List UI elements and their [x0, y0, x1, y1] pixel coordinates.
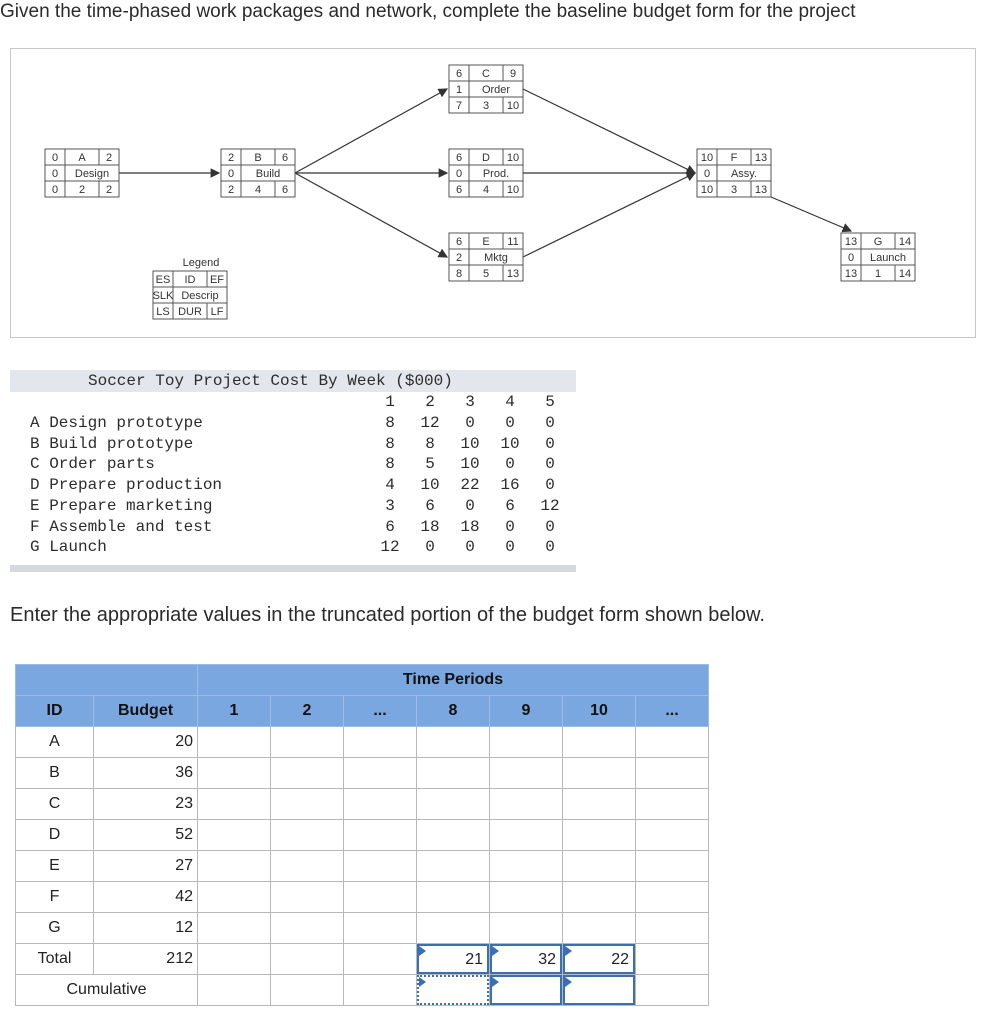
budget-row-b [16, 758, 709, 789]
cost-value: 5 [425, 455, 435, 474]
total-p10-input[interactable]: 22 [563, 944, 636, 975]
period-cell[interactable] [198, 851, 271, 882]
total-p8-input[interactable]: 21 [417, 944, 490, 975]
svg-text:11: 11 [507, 236, 519, 248]
period-cell[interactable] [490, 758, 563, 789]
svg-text:3: 3 [730, 184, 738, 196]
cost-value: 18 [420, 517, 440, 536]
cost-value: 0 [505, 517, 515, 536]
week-header-5: 5 [545, 393, 555, 411]
cost-value: 0 [465, 414, 475, 432]
budget-row-e [16, 851, 709, 882]
svg-text:0: 0 [847, 252, 855, 264]
period-cell[interactable] [490, 882, 563, 913]
edge-b-c [295, 89, 447, 173]
period-cell[interactable] [490, 851, 563, 882]
ellipsis-cell [636, 758, 709, 789]
svg-text:7: 7 [455, 100, 463, 112]
svg-text:A: A [78, 152, 86, 164]
cost-value: 8 [385, 434, 395, 453]
svg-text:ES: ES [155, 274, 171, 286]
svg-text:2: 2 [105, 152, 113, 164]
ellipsis-cell [636, 851, 709, 882]
cum-p1-cell[interactable] [198, 975, 271, 1006]
cost-value: 3 [385, 496, 395, 515]
period-cell[interactable] [417, 851, 490, 882]
budget-header: Budget [94, 696, 198, 727]
svg-text:Order: Order [481, 84, 511, 96]
ellipsis-cell [636, 727, 709, 758]
cost-table-title: Soccer Toy Project Cost By Week ($000) [88, 372, 453, 390]
ellipsis-cell [344, 882, 417, 913]
budget-row-d [16, 820, 709, 851]
row-id: D [16, 820, 94, 851]
svg-text:Launch: Launch [869, 252, 907, 264]
network-node-a [45, 149, 119, 197]
period-cell[interactable] [271, 882, 344, 913]
svg-text:EF: EF [209, 274, 225, 286]
cost-value: 0 [545, 414, 555, 432]
cumulative-label: Cumulative [16, 975, 198, 1006]
period-cell[interactable] [417, 913, 490, 944]
cost-value: 8 [425, 434, 435, 453]
svg-text:B: B [254, 152, 262, 164]
svg-text:2: 2 [455, 252, 463, 264]
cost-value: 0 [465, 538, 475, 557]
budget-row-c [16, 789, 709, 820]
svg-text:2: 2 [105, 184, 113, 196]
period-cell[interactable] [198, 913, 271, 944]
period-cell[interactable] [271, 851, 344, 882]
svg-text:6: 6 [281, 152, 289, 164]
cost-value: 10 [460, 455, 480, 474]
week-header-2: 2 [425, 393, 435, 411]
network-node-d [449, 149, 523, 197]
svg-text:10: 10 [506, 184, 520, 196]
svg-text:10: 10 [700, 152, 714, 164]
budget-form-table [15, 664, 709, 1006]
svg-text:E: E [482, 236, 490, 248]
time-periods-header: Time Periods [198, 665, 709, 696]
network-diagram [10, 48, 976, 338]
cost-value: 22 [460, 476, 480, 495]
cost-value: 10 [500, 434, 520, 453]
cost-value: 0 [545, 434, 555, 453]
row-id: C [16, 789, 94, 820]
cost-value: 0 [545, 476, 555, 495]
cost-value: 0 [505, 414, 515, 432]
svg-text:Prod.: Prod. [482, 168, 510, 180]
cost-value: 12 [380, 538, 400, 557]
question-text: Given the time-phased work packages and network, complete the baseline budget form for the project [0, 1, 856, 22]
row-budget: 36 [94, 758, 198, 789]
svg-text:SLK: SLK [152, 290, 174, 302]
svg-text:6: 6 [281, 184, 289, 196]
period-cell[interactable] [198, 789, 271, 820]
total-ellipsis-cell [344, 944, 417, 975]
svg-text:6: 6 [455, 236, 463, 248]
row-budget: 12 [94, 913, 198, 944]
cost-value: 6 [505, 496, 515, 515]
svg-text:0: 0 [51, 184, 59, 196]
row-budget: 20 [94, 727, 198, 758]
cost-value: 10 [420, 476, 440, 495]
cost-row-label: D Prepare production [30, 476, 223, 495]
svg-text:0: 0 [703, 168, 711, 180]
svg-text:Assy.: Assy. [730, 168, 758, 180]
svg-text:6: 6 [455, 68, 463, 80]
row-id: E [16, 851, 94, 882]
period-cell[interactable] [563, 913, 636, 944]
period-cell[interactable] [563, 727, 636, 758]
cost-row-label: A Design prototype [30, 414, 203, 432]
svg-text:0: 0 [455, 168, 463, 180]
cost-value: 4 [385, 476, 395, 495]
legend-title [183, 257, 220, 269]
cumulative-p9-input[interactable] [490, 975, 563, 1006]
period-cell[interactable] [198, 758, 271, 789]
cost-footer-band [10, 565, 576, 572]
svg-text:Descrip: Descrip [181, 290, 219, 302]
period-cell[interactable] [271, 758, 344, 789]
period-cell[interactable] [417, 882, 490, 913]
svg-text:5: 5 [482, 268, 490, 280]
total-budget: 212 [94, 944, 198, 975]
total-ellipsis-cell-2 [636, 944, 709, 975]
ellipsis-cell [344, 851, 417, 882]
svg-text:13: 13 [754, 152, 768, 164]
total-label: Total [16, 944, 94, 975]
svg-text:Design: Design [74, 168, 110, 180]
week-header-3: 3 [465, 393, 475, 411]
svg-text:3: 3 [482, 100, 490, 112]
budget-row-f [16, 882, 709, 913]
period-cell[interactable] [490, 727, 563, 758]
cost-value: 0 [505, 455, 515, 474]
network-node-b [221, 149, 295, 197]
svg-text:2: 2 [227, 184, 235, 196]
row-id: G [16, 913, 94, 944]
ellipsis-cell [344, 727, 417, 758]
period-cell[interactable] [417, 727, 490, 758]
cost-value: 0 [505, 538, 515, 557]
row-budget: 52 [94, 820, 198, 851]
svg-text:6: 6 [455, 152, 463, 164]
svg-text:C: C [482, 68, 490, 80]
instruction-text: Enter the appropriate values in the truncated portion of the budget form shown below. [10, 604, 765, 626]
svg-text:0: 0 [51, 168, 59, 180]
period-cell[interactable] [563, 851, 636, 882]
svg-text:9: 9 [509, 68, 517, 80]
cost-value: 10 [460, 434, 480, 453]
svg-text:2: 2 [227, 152, 235, 164]
ellipsis-header-2: ... [636, 696, 709, 727]
cost-row-label: G Launch [30, 538, 107, 557]
period-cell[interactable] [490, 820, 563, 851]
row-budget: 27 [94, 851, 198, 882]
cost-value: 0 [545, 517, 555, 536]
edge-b-e [295, 173, 447, 257]
id-header: ID [16, 696, 94, 727]
cost-row-label: B Build prototype [30, 434, 194, 453]
ellipsis-cell [636, 789, 709, 820]
ellipsis-cell [344, 913, 417, 944]
svg-text:14: 14 [898, 268, 912, 280]
cum-p2-cell[interactable] [271, 975, 344, 1006]
total-p9-input[interactable]: 32 [490, 944, 563, 975]
period-10-header: 10 [563, 696, 636, 727]
period-cell[interactable] [563, 882, 636, 913]
cost-row-label: F Assemble and test [30, 517, 213, 536]
svg-text:F: F [730, 152, 738, 164]
svg-text:D: D [482, 152, 490, 164]
period-cell[interactable] [271, 913, 344, 944]
ellipsis-cell [344, 758, 417, 789]
cost-value: 8 [385, 455, 395, 474]
row-id: F [16, 882, 94, 913]
period-cell[interactable] [417, 758, 490, 789]
period-cell[interactable] [563, 820, 636, 851]
svg-text:13: 13 [844, 236, 858, 248]
period-2-header: 2 [271, 696, 344, 727]
svg-text:10: 10 [700, 184, 714, 196]
period-8-header: 8 [417, 696, 490, 727]
cumulative-p10-input[interactable] [563, 975, 636, 1006]
ellipsis-cell [636, 820, 709, 851]
svg-text:LS: LS [156, 306, 170, 318]
row-budget: 42 [94, 882, 198, 913]
cumulative-p8-input[interactable] [417, 975, 490, 1006]
svg-text:8: 8 [455, 268, 463, 280]
svg-text:6: 6 [455, 184, 463, 196]
svg-text:DUR: DUR [178, 306, 202, 318]
period-cell[interactable] [271, 727, 344, 758]
cost-value: 6 [425, 496, 435, 515]
svg-text:Mktg: Mktg [484, 252, 508, 264]
period-cell[interactable] [198, 727, 271, 758]
cum-ellipsis-cell [344, 975, 417, 1006]
cost-value: 18 [460, 517, 480, 536]
cost-value: 6 [385, 517, 395, 536]
cost-value: 0 [425, 538, 435, 557]
svg-text:G: G [873, 236, 883, 248]
cost-value: 16 [500, 476, 520, 495]
ellipsis-cell [636, 913, 709, 944]
edge-f-g [771, 197, 851, 231]
svg-text:13: 13 [754, 184, 768, 196]
budget-row-g [16, 913, 709, 944]
cost-value: 12 [540, 496, 560, 515]
cost-row-label: C Order parts [30, 455, 155, 474]
network-node-f [697, 149, 771, 197]
svg-text:Legend: Legend [182, 257, 220, 269]
svg-text:2: 2 [78, 184, 86, 196]
total-p2-cell[interactable] [271, 944, 344, 975]
ellipsis-cell [344, 789, 417, 820]
cost-value: 8 [385, 414, 395, 432]
period-cell[interactable] [198, 882, 271, 913]
svg-text:0: 0 [227, 168, 235, 180]
edge-e-f [523, 173, 695, 257]
svg-text:13: 13 [506, 268, 520, 280]
svg-text:13: 13 [844, 268, 858, 280]
legend-box [153, 271, 227, 319]
budget-row-a [16, 727, 709, 758]
network-svg [11, 49, 975, 337]
cost-row-label: E Prepare marketing [30, 496, 213, 515]
period-cell[interactable] [563, 789, 636, 820]
ellipsis-header: ... [344, 696, 417, 727]
ellipsis-cell [344, 820, 417, 851]
period-1-header: 1 [198, 696, 271, 727]
svg-text:10: 10 [506, 152, 520, 164]
svg-text:1: 1 [874, 268, 882, 280]
cum-ellipsis-cell-2 [636, 975, 709, 1006]
period-cell[interactable] [198, 820, 271, 851]
cost-value: 0 [545, 538, 555, 557]
row-id: B [16, 758, 94, 789]
edge-c-f [523, 89, 695, 173]
period-cell[interactable] [271, 820, 344, 851]
svg-text:4: 4 [254, 184, 262, 196]
cost-value: 12 [420, 414, 440, 432]
cost-value: 0 [465, 496, 475, 515]
cost-by-week-table [10, 370, 576, 572]
cost-value: 0 [545, 455, 555, 474]
period-cell[interactable] [271, 789, 344, 820]
svg-text:0: 0 [51, 152, 59, 164]
row-id: A [16, 727, 94, 758]
period-cell[interactable] [490, 789, 563, 820]
svg-text:Build: Build [255, 168, 281, 180]
period-cell[interactable] [490, 913, 563, 944]
svg-text:10: 10 [506, 100, 520, 112]
network-node-c [449, 65, 523, 113]
week-header-1: 1 [385, 393, 395, 411]
period-cell[interactable] [563, 758, 636, 789]
total-p1-cell[interactable] [198, 944, 271, 975]
svg-text:14: 14 [898, 236, 912, 248]
network-node-g [841, 233, 915, 281]
period-9-header: 9 [490, 696, 563, 727]
period-cell[interactable] [417, 789, 490, 820]
ellipsis-cell [636, 882, 709, 913]
week-header-4: 4 [505, 393, 515, 411]
period-cell[interactable] [417, 820, 490, 851]
svg-text:LF: LF [210, 306, 224, 318]
svg-text:1: 1 [455, 84, 463, 96]
row-budget: 23 [94, 789, 198, 820]
network-node-e [449, 233, 523, 281]
svg-text:ID: ID [184, 274, 196, 286]
svg-text:4: 4 [482, 184, 490, 196]
blank-header-cell [16, 665, 198, 696]
